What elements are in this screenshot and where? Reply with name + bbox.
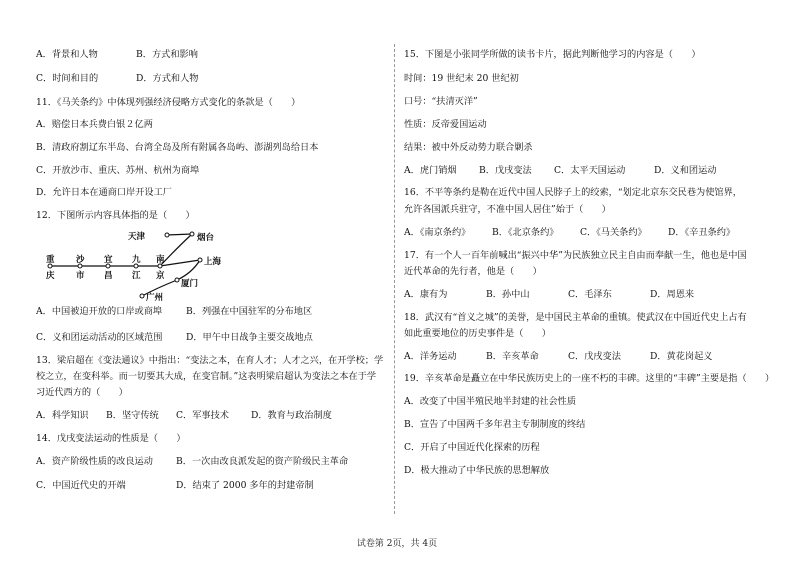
q16-option-a: A．《南京条约》 (404, 227, 471, 238)
label-shashi-1: 沙 (76, 255, 85, 265)
q13-line1: 13．梁启超在《变法通议》中指出：“变法之本，在育人才；人才之兴，在开学校；学 (36, 355, 384, 366)
column-divider (394, 44, 395, 514)
q17-option-b: B．孙中山 (486, 289, 530, 300)
route-shanghai-yantai (160, 234, 192, 266)
label-yantai: 烟台 (197, 233, 215, 243)
label-nanjing-2: 京 (156, 271, 165, 281)
q13-option-c: C．军事技术 (176, 410, 229, 421)
q15-stem: 15．下图是小张同学所做的读书卡片，据此判断他学习的内容是（ ） (404, 49, 701, 60)
q18-line2: 如此重要地位的历史事件是（ ） (404, 328, 551, 339)
option-c: C．时间和目的 (36, 73, 99, 84)
q13-line3: 习近代西方的（ ） (36, 387, 128, 398)
q16-options (404, 226, 735, 239)
q15-card-time: 时间：19 世纪末 20 世纪初 (404, 73, 519, 84)
label-shanghai: 上海 (204, 257, 222, 267)
label-yichang-2: 昌 (104, 271, 113, 281)
q18-option-a: A．洋务运动 (404, 351, 457, 362)
label-chongqing-1: 重 (46, 255, 55, 265)
q18-options (404, 350, 713, 363)
q17-options (404, 288, 694, 301)
q11-option-d: D．允许日本在通商口岸开设工厂 (36, 187, 172, 198)
q11-option-a: A．赔偿日本兵费白银２亿两 (36, 119, 153, 130)
node-xiamen (175, 278, 179, 282)
node-tianjin (165, 233, 169, 237)
label-guangzhou: 广州 (146, 293, 164, 303)
q13-option-a: A．科学知识 (36, 410, 89, 421)
q10-options-row1 (36, 48, 198, 61)
q17-line2: 近代革命的先行者，他是（ ） (404, 266, 542, 277)
q12-option-a: A．中国被迫开放的口岸或商埠 (36, 306, 163, 317)
q18-option-b: B．辛亥革命 (486, 351, 539, 362)
q18-line1: 18．武汉有“首义之城”的美誉，是中国民主革命的重镇。使武汉在中国近代史上占有 (404, 312, 747, 323)
q12-stem: 12．下图所示内容具体指的是（ ） (36, 210, 195, 221)
label-xiamen: 厦门 (181, 279, 199, 289)
q16-option-d: D．《辛丑条约》 (668, 227, 736, 238)
label-nanjing-1: 南 (156, 255, 165, 265)
q16-line1: 16．不平等条约是勒在近代中国人民脖子上的绞索，“划定北京东交民巷为使馆界， (404, 187, 742, 198)
node-yantai (190, 232, 194, 236)
label-jiujiang-2: 江 (132, 271, 141, 281)
option-a: A．背景和人物 (36, 49, 98, 60)
option-d: D．方式和人物 (136, 73, 199, 84)
q17-option-a: A．康有为 (404, 289, 448, 300)
q13-options (36, 409, 332, 422)
label-tianjin: 天津 (128, 232, 146, 242)
q15-option-c: C．太平天国运动 (554, 165, 626, 176)
q12-options-row2 (36, 331, 313, 344)
q16-option-b: B．《北京条约》 (492, 227, 559, 238)
q14-options-row1 (36, 455, 348, 468)
q15-options (404, 164, 717, 177)
q19-option-b: B．宣告了中国两千多年君主专制制度的终结 (404, 419, 586, 430)
q19-option-d: D．极大推动了中华民族的思想解放 (404, 465, 550, 476)
page-footer: 试卷第 2页，共 4页 (356, 539, 438, 549)
q15-option-d: D．义和团运动 (654, 165, 717, 176)
node-shanghai (198, 258, 202, 262)
node-guangzhou (140, 294, 144, 298)
q14-option-d: D．结束了 2000 多年的封建帝制 (176, 480, 314, 491)
q15-card-slogan: 口号：“扶清灭洋” (404, 96, 478, 107)
q15-card-result: 结果：被中外反动势力联合剿杀 (404, 142, 533, 153)
q11-option-b: B．清政府割辽东半岛、台湾全岛及所有附属各岛屿、澎湖列岛给日本 (36, 142, 319, 153)
q13-line2: 校之立，在变科举。而一切要其大成，在变官制。”这表明梁启超认为变法之本在于学 (36, 371, 377, 382)
q12-option-b: B．列强在中国驻军的分布地区 (186, 306, 313, 317)
q11-option-c: C．开放沙市、重庆、苏州、杭州为商埠 (36, 165, 200, 176)
option-b: B．方式和影响 (136, 49, 198, 60)
q10-options-row2 (36, 72, 199, 85)
label-yichang-1: 宜 (104, 255, 113, 265)
route-yantai-tianjin (167, 234, 192, 235)
q19-option-c: C．开启了中国近代化探索的历程 (404, 442, 540, 453)
q14-options-row2 (36, 479, 314, 492)
q15-card-nature: 性质：反帝爱国运动 (404, 119, 487, 130)
label-chongqing-2: 庆 (46, 271, 55, 281)
q13-option-b: B．坚守传统 (106, 410, 159, 421)
q18-option-d: D．黄花岗起义 (650, 351, 713, 362)
q19-option-a: A．改变了中国半殖民地半封建的社会性质 (404, 396, 577, 407)
q19-stem: 19．辛亥革命是矗立在中华民族历史上的一座不朽的丰碑。这里的“丰碑”主要是指（ ） (404, 373, 775, 384)
q16-option-c: C．《马关条约》 (580, 227, 647, 238)
q14-option-c: C．中国近代史的开端 (36, 480, 126, 491)
label-jiujiang-1: 九 (132, 255, 141, 265)
q12-option-c: C．义和团运动活动的区域范围 (36, 332, 163, 343)
q18-option-c: C．戊戌变法 (568, 351, 621, 362)
q17-option-d: D．周恩来 (650, 289, 695, 300)
q15-option-a: A．虎门销烟 (404, 165, 457, 176)
q14-stem: 14．戊戌变法运动的性质是（ ） (36, 433, 186, 444)
q17-option-c: C．毛泽东 (568, 289, 612, 300)
label-shashi-2: 市 (76, 271, 85, 281)
q13-option-d: D．教育与政治制度 (251, 410, 332, 421)
q14-option-b: B．一次由改良派发起的资产阶级民主革命 (176, 456, 349, 467)
q12-option-d: D．甲午中日战争主要交战地点 (186, 332, 313, 343)
q14-option-a: A．资产阶级性质的改良运动 (36, 456, 153, 467)
q12-options-row1 (36, 305, 312, 318)
q17-line1: 17．有一个人一百年前喊出“振兴中华”为民族独立民主自由而奉献一生，他也是中国 (404, 250, 747, 261)
route-yangtze (50, 260, 200, 266)
q12-route-map (42, 228, 262, 304)
q15-option-b: B．戊戌变法 (479, 165, 532, 176)
q11-stem: 11．《马关条约》中体现列强经济侵略方式变化的条款是（ ） (36, 97, 301, 108)
q16-line2: 允许各国派兵驻守，不准中国人居住”始于（ ） (404, 204, 611, 215)
